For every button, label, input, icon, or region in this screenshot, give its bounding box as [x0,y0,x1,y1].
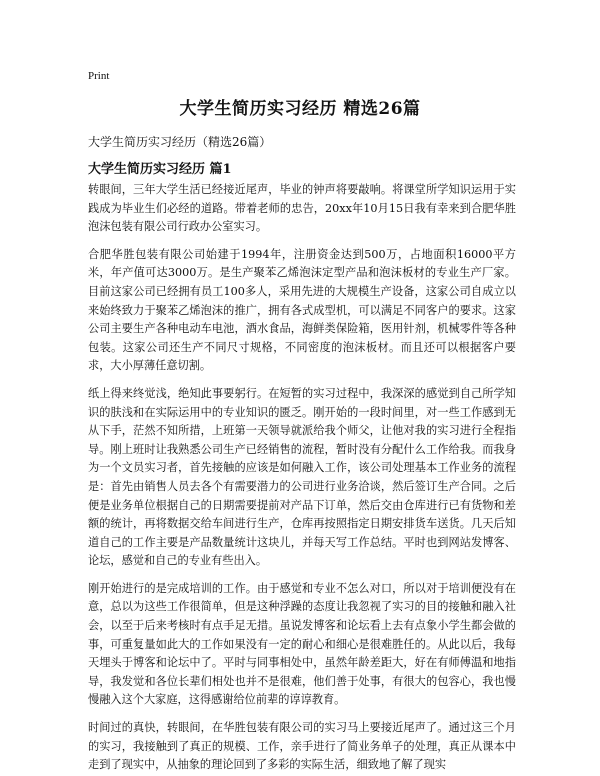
document-title: 大学生简历实习经历 精选26篇 [179,99,421,119]
document-body [88,181,516,776]
document-subtitle: 大学生简历实习经历（精选26篇） [88,135,272,149]
paragraph: 转眼间，三年大学生活已经接近尾声，毕业的钟声将要敲响。将课堂所学知识运用于实践成为毕业生们必经的道路。带着老师的忠告，20xx年10月15日我有幸来到合肥华胜泡沫包装有限公司行政办公室实习。 [88,183,516,234]
section-heading: 大学生简历实习经历 篇1 [88,162,232,177]
paragraph: 时间过的真快，转眼间，在华胜包装有限公司的实习马上要接近尾声了。通过这三个月的实习，我接触到了真正的规模、工作，亲手进行了简业务单子的处理，真正从课本中走到了现实中，从抽象的理论回到了多彩的实际生活，细致地了解了现实 [88,721,516,772]
paragraph: 合肥华胜包装有限公司始建于1994年，注册资金达到500万，占地面积16000平方米，年产值可达3000万。是生产聚苯乙烯泡沫定型产品和泡沫板材的专业生产厂家。目前这家公司已经拥有员工100多人，采用先进的大规模生产设备，这家公司自成立以来始终致力于聚苯乙烯泡沫的推广，拥有各式成型机，可以满足不同客户的要求。这家公司主要生产各种电动车电池，酒水食品，海鲜类保险箱，医用针剂，机械零件等各种包装。这家公司还生产不同尺寸规格，不同密度的泡沫板材。而且还可以根据客户要求，大小厚薄任意切割。 [88,247,516,373]
print-label: Print [88,70,110,82]
paragraph: 刚开始进行的是完成培训的工作。由于感觉和专业不怎么对口，所以对于培训便没有在意，总以为这些工作很简单，但是这种浮躁的态度让我忽视了实习的目的接触和融入社会，以至于后来考核时有点手足无措。虽说发博客和论坛看上去有点象小学生都会做的事，可重复量如此大的工作如果没有一定的耐心和细心是很难胜任的。从此以后，我每天埋头于博客和论坛中了。平时与同事相处中，虽然年龄差距大，好在有师傅温和地指导，我发觉和各位长辈们相处也并不是很难，他们善于处事，有很大的包容心，我也慢慢融入这个大家庭，这得感谢给位前辈的谆谆教育。 [88,581,516,707]
paragraph: 纸上得来终觉浅，绝知此事要躬行。在短暂的实习过程中，我深深的感觉到自己所学知识的肤浅和在实际运用中的专业知识的匮乏。刚开始的一段时间里，对一些工作感到无从下手，茫然不知所措，上班第一天领导就派给我个师父，让他对我的实习进行全程指导。刚上班时让我熟悉公司生产已经销售的流程，暂时没有分配什么工作给我。而我身为一个文员实习者，首先接触的应该是如何融入工作，该公司处理基本工作业务的流程是：首先由销售人员去各个有需要潜力的公司进行业务洽谈，然后签订生产合同。之后便是业务单位根据自己的日期需要提前对产品下订单，然后交由仓库进行已有货物和差额的统计，再将数据交给车间进行生产，仓库再按照指定日期安排货车送货。几天后知道自己的工作主要是产品数量统计这块儿，并每天写工作总结。平时也到网站发博客、论坛，感觉和自己的专业有些出入。 [88,386,516,568]
